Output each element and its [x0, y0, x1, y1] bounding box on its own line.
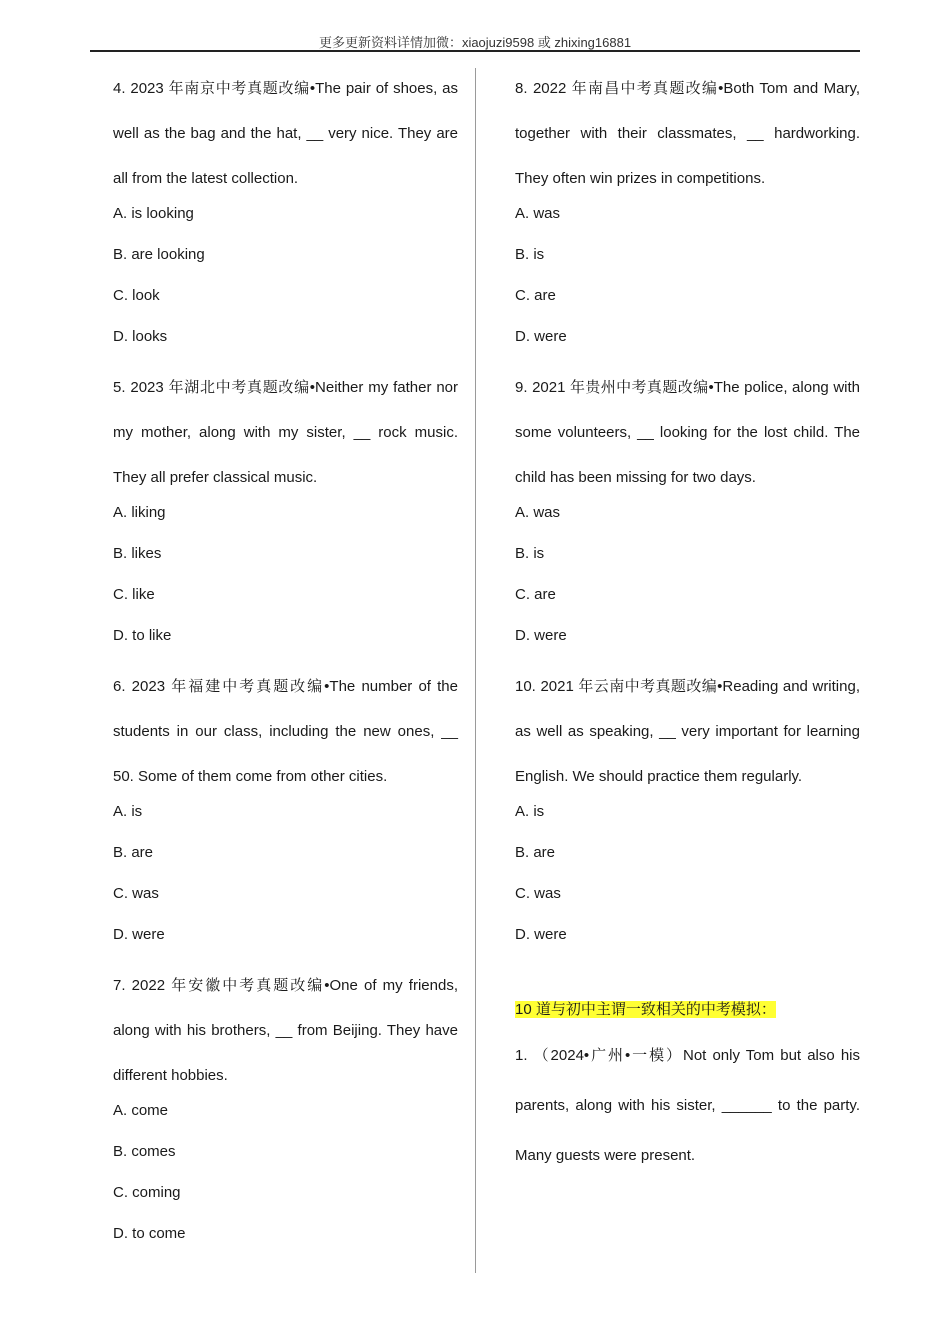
option-a: A. is looking [113, 205, 194, 222]
question-4 [113, 66, 458, 365]
option-d: D. were [515, 926, 567, 943]
question-stem: 9. 2021 年贵州中考真题改编•The police, along with some volunteers, __ looking for the lost child. The child has been missing for two days. [515, 379, 860, 486]
mock-section [515, 995, 860, 1181]
option-d: D. to like [113, 627, 172, 644]
question-8 [515, 66, 860, 365]
option-b: B. are [515, 844, 556, 861]
header-rule [90, 50, 860, 52]
section-title [515, 995, 860, 1025]
question-stem: 8. 2022 年南昌中考真题改编•Both Tom and Mary, together with their classmates, __ hardworking. They often win prizes in competitions. [515, 80, 860, 187]
option-c: C. like [113, 586, 155, 603]
question-stem: 7. 2022 年安徽中考真题改编•One of my friends, along with his brothers, __ from Beijing. They have different hobbies. [113, 977, 458, 1084]
option-d: D. to come [113, 1225, 186, 1242]
mock-question-1: 1. （2024•广州•一模）Not only Tom but also his parents, along with his sister, ______ to the party. Many guests were present. [515, 1047, 860, 1164]
question-stem: 5. 2023 年湖北中考真题改编•Neither my father nor my mother, along with my sister, __ rock music. They all prefer classical music. [113, 379, 458, 486]
question-stem: 4. 2023 年南京中考真题改编•The pair of shoes, as well as the bag and the hat, __ very nice. They are all from the latest collection. [113, 80, 458, 187]
column-divider [475, 68, 476, 1273]
option-b: B. is [515, 246, 545, 263]
option-b: B. are [113, 844, 154, 861]
option-c: C. look [113, 287, 160, 304]
section-title-highlight: 10 道与初中主谓一致相关的中考模拟： [515, 1001, 776, 1018]
option-d: D. were [515, 328, 567, 345]
option-a: A. was [515, 504, 561, 521]
option-a: A. is [515, 803, 545, 820]
question-5 [113, 365, 458, 664]
option-c: C. are [515, 586, 556, 603]
option-a: A. liking [113, 504, 166, 521]
section-gap [515, 963, 860, 995]
right-column [515, 66, 860, 1181]
question-9 [515, 365, 860, 664]
option-d: D. looks [113, 328, 168, 345]
option-a: A. come [113, 1102, 169, 1119]
left-column [113, 66, 458, 1262]
option-b: B. is [515, 545, 545, 562]
option-b: B. likes [113, 545, 162, 562]
option-d: D. were [515, 627, 567, 644]
question-stem: 6. 2023 年福建中考真题改编•The number of the students in our class, including the new ones, __ 50. Some of them come from other cities. [113, 678, 458, 785]
option-c: C. was [515, 885, 561, 902]
option-b: B. comes [113, 1143, 176, 1160]
option-c: C. are [515, 287, 556, 304]
option-a: A. is [113, 803, 143, 820]
option-a: A. was [515, 205, 561, 222]
option-c: C. coming [113, 1184, 181, 1201]
question-7 [113, 963, 458, 1262]
page-header: 更多更新资料详情加微：xiaojuzi9598 或 zhixing16881 [318, 35, 632, 50]
question-10 [515, 664, 860, 963]
question-stem: 10. 2021 年云南中考真题改编•Reading and writing, as well as speaking, __ very important for learning English. We should practice them regularly. [515, 678, 860, 785]
option-d: D. were [113, 926, 165, 943]
option-b: B. are looking [113, 246, 205, 263]
option-c: C. was [113, 885, 159, 902]
question-6 [113, 664, 458, 963]
